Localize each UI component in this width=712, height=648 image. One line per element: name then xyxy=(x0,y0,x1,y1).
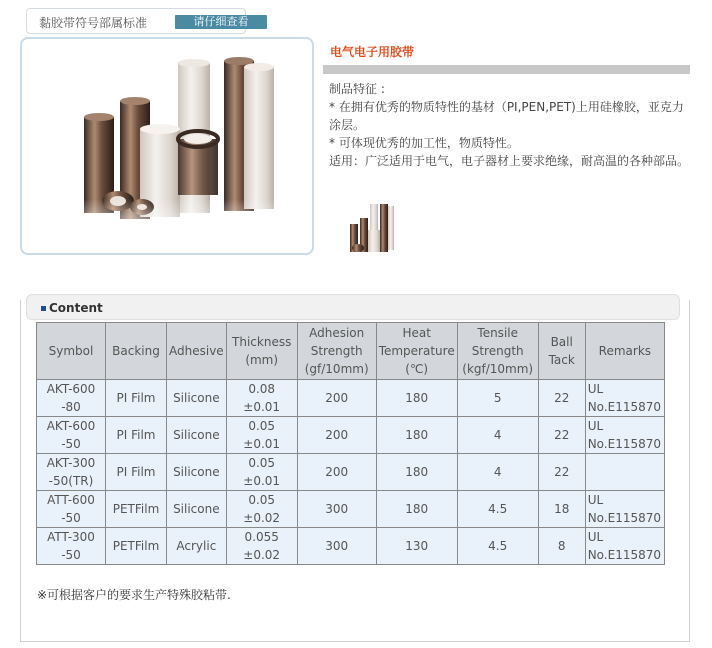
table-cell: 200 xyxy=(297,380,376,417)
table-cell: 200 xyxy=(297,417,376,454)
table-cell: UL No.E115870 xyxy=(585,380,664,417)
spec-table xyxy=(36,322,665,565)
table-cell: AKT-600 -80 xyxy=(37,380,106,417)
description-line: * 可体现优秀的加工性，物质特性。 xyxy=(329,136,519,150)
table-cell: Silicone xyxy=(167,380,227,417)
table-cell: 0.05 ±0.02 xyxy=(226,491,297,528)
table-cell xyxy=(585,454,664,491)
product-thumbnail[interactable] xyxy=(342,200,400,256)
col-adhesion: Adhesion Strength (gf/10mm) xyxy=(297,323,376,380)
col-thickness: Thickness (mm) xyxy=(226,323,297,380)
view-details-button[interactable]: 请仔细查看 xyxy=(175,15,267,29)
tape-rolls-illustration xyxy=(22,39,312,253)
table-cell: PI Film xyxy=(106,380,167,417)
table-cell: 4.5 xyxy=(457,528,538,565)
table-cell: 300 xyxy=(297,491,376,528)
bullet-square-icon xyxy=(41,306,46,311)
thumbnail-image xyxy=(342,200,400,256)
table-cell: 180 xyxy=(376,380,457,417)
col-adhesive: Adhesive xyxy=(167,323,227,380)
content-header-label: Content xyxy=(49,301,103,315)
table-cell: 22 xyxy=(538,380,585,417)
description-line: 适用：广泛适用于电气，电子器材上要求绝缘，耐高温的各种部品。 xyxy=(329,154,690,168)
description-line: * 在拥有优秀的物质特性的基材（PI,PEN,PET)上用硅橡胶，亚克力涂层。 xyxy=(329,100,684,132)
table-cell: 180 xyxy=(376,417,457,454)
table-cell: 5 xyxy=(457,380,538,417)
table-row xyxy=(37,380,665,417)
col-remarks: Remarks xyxy=(585,323,664,380)
table-cell: 4 xyxy=(457,454,538,491)
table-cell: AKT-600 -50 xyxy=(37,417,106,454)
table-cell: AKT-300 -50(TR) xyxy=(37,454,106,491)
table-header-row xyxy=(37,323,665,380)
table-cell: PETFilm xyxy=(106,491,167,528)
table-cell: 180 xyxy=(376,454,457,491)
table-cell: 200 xyxy=(297,454,376,491)
table-cell: UL No.E115870 xyxy=(585,491,664,528)
table-cell: Silicone xyxy=(167,417,227,454)
table-cell: 0.055 ±0.02 xyxy=(226,528,297,565)
footnote: ※可根据客户的要求生产特殊胶粘带. xyxy=(37,588,231,602)
table-cell: Acrylic xyxy=(167,528,227,565)
table-cell: 18 xyxy=(538,491,585,528)
table-cell: Silicone xyxy=(167,454,227,491)
content-header xyxy=(26,294,680,320)
table-cell: 8 xyxy=(538,528,585,565)
table-cell: 22 xyxy=(538,417,585,454)
table-cell: 0.05 ±0.01 xyxy=(226,454,297,491)
col-ball-tack: Ball Tack xyxy=(538,323,585,380)
col-symbol: Symbol xyxy=(37,323,106,380)
table-cell: Silicone xyxy=(167,491,227,528)
table-cell: 4 xyxy=(457,417,538,454)
table-cell: 22 xyxy=(538,454,585,491)
table-cell: PETFilm xyxy=(106,528,167,565)
spec-tab-title: 黏胶带符号部属标准 xyxy=(39,16,148,30)
table-cell: UL No.E115870 xyxy=(585,417,664,454)
table-cell: 300 xyxy=(297,528,376,565)
spec-tab xyxy=(26,8,249,34)
product-description xyxy=(329,80,691,170)
table-cell: 180 xyxy=(376,491,457,528)
product-image xyxy=(20,37,314,255)
table-row xyxy=(37,528,665,565)
table-cell: ATT-300 -50 xyxy=(37,528,106,565)
table-cell: PI Film xyxy=(106,417,167,454)
table-cell: 0.05 ±0.01 xyxy=(226,417,297,454)
description-line: 制品特征 : xyxy=(329,82,385,96)
col-tensile: Tensile Strength (kgf/10mm) xyxy=(457,323,538,380)
table-cell: 130 xyxy=(376,528,457,565)
table-row xyxy=(37,417,665,454)
table-cell: ATT-600 -50 xyxy=(37,491,106,528)
table-cell: PI Film xyxy=(106,454,167,491)
table-cell: 0.08 ±0.01 xyxy=(226,380,297,417)
table-row xyxy=(37,491,665,528)
product-title: 电气电子用胶带 xyxy=(330,45,415,59)
table-cell: UL No.E115870 xyxy=(585,528,664,565)
table-row xyxy=(37,454,665,491)
table-cell: 4.5 xyxy=(457,491,538,528)
col-backing: Backing xyxy=(106,323,167,380)
col-heat: Heat Temperature (℃) xyxy=(376,323,457,380)
divider-bar xyxy=(323,65,690,74)
